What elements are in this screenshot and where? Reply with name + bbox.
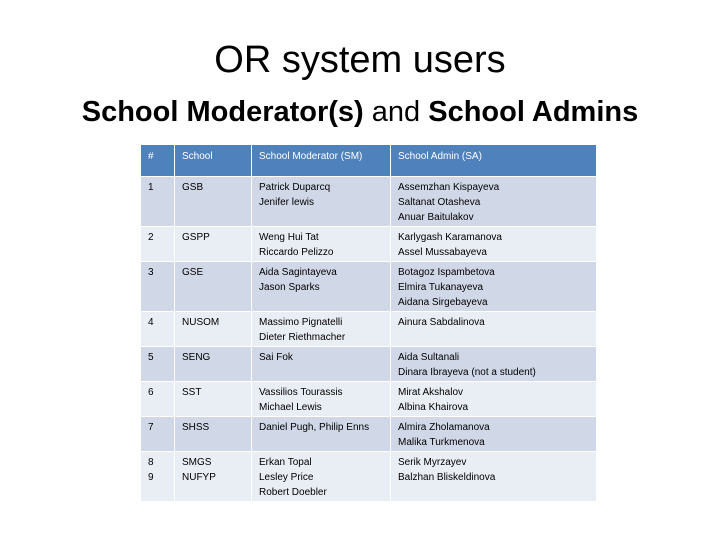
cell-number-line: 6	[148, 387, 154, 398]
cell-school	[175, 227, 252, 262]
users-table	[140, 144, 597, 502]
cell-moderators-line: Sai Fok	[259, 352, 293, 363]
table-row	[141, 227, 597, 262]
cell-admins-line: Mirat Akshalov	[398, 387, 464, 398]
cell-admins-line: Assel Mussabayeva	[398, 247, 487, 258]
cell-number	[141, 382, 175, 417]
cell-admins-line: Serik Myrzayev	[398, 457, 467, 468]
cell-moderators	[252, 347, 391, 382]
cell-moderators-line: Aida Sagintayeva	[259, 267, 337, 278]
cell-admins-line: Karlygash Karamanova	[398, 232, 502, 243]
subtitle-moderators: School Moderator(s)	[81, 96, 364, 128]
cell-number	[141, 312, 175, 347]
cell-admins	[391, 312, 597, 347]
cell-moderators-line: Massimo Pignatelli	[259, 317, 343, 328]
cell-moderators-line: Robert Doebler	[259, 487, 327, 498]
cell-school	[175, 262, 252, 312]
subtitle-admins: School Admins	[428, 96, 639, 128]
cell-moderators	[252, 452, 391, 502]
cell-admins	[391, 452, 597, 502]
header-admin: School Admin (SA)	[391, 145, 597, 177]
header-school: School	[175, 145, 252, 177]
cell-admins-line: Ainura Sabdalinova	[398, 317, 485, 328]
cell-moderators	[252, 177, 391, 227]
cell-school-line: NUSOM	[182, 317, 220, 328]
cell-number-line: 2	[148, 232, 154, 243]
cell-school-line: NUFYP	[182, 472, 216, 483]
table-row	[141, 417, 597, 452]
table-row	[141, 177, 597, 227]
cell-admins-line: Anuar Baitulakov	[398, 212, 474, 223]
cell-admins-line: Botagoz Ispambetova	[398, 267, 495, 278]
cell-number-line: 4	[148, 317, 154, 328]
slide-subtitle	[0, 94, 720, 130]
cell-admins-line: Aida Sultanali	[398, 352, 460, 363]
table-row	[141, 347, 597, 382]
cell-moderators	[252, 312, 391, 347]
cell-school	[175, 312, 252, 347]
table-header-row	[141, 145, 597, 177]
cell-number-line: 1	[148, 182, 154, 193]
header-moderator: School Moderator (SM)	[252, 145, 391, 177]
cell-admins-line: Elmira Tukanayeva	[398, 282, 484, 293]
subtitle-and: and	[371, 96, 421, 128]
cell-moderators-line: Riccardo Pelizzo	[259, 247, 334, 258]
cell-number-line: 9	[148, 472, 154, 483]
cell-school	[175, 382, 252, 417]
cell-admins-line: Albina Khairova	[398, 402, 469, 413]
cell-number	[141, 177, 175, 227]
cell-moderators	[252, 262, 391, 312]
cell-school	[175, 452, 252, 502]
table-row	[141, 262, 597, 312]
cell-school-line: GSE	[182, 267, 204, 278]
cell-number-line: 5	[148, 352, 154, 363]
cell-admins-line: Balzhan Bliskeldinova	[398, 472, 496, 483]
cell-school	[175, 417, 252, 452]
header-number: #	[141, 145, 175, 177]
cell-moderators-line: Lesley Price	[259, 472, 314, 483]
table-row	[141, 312, 597, 347]
users-table-container	[140, 144, 596, 502]
cell-admins-line: Malika Turkmenova	[398, 437, 485, 448]
cell-number-line: 7	[148, 422, 154, 433]
cell-admins-line: Assemzhan Kispayeva	[398, 182, 500, 193]
cell-school-line: SHSS	[182, 422, 210, 433]
cell-moderators-line: Patrick Duparcq	[259, 182, 331, 193]
cell-moderators-line: Daniel Pugh, Philip Enns	[259, 422, 370, 433]
table-row	[141, 382, 597, 417]
cell-number	[141, 227, 175, 262]
cell-school-line: SMGS	[182, 457, 212, 468]
cell-number	[141, 347, 175, 382]
cell-admins	[391, 227, 597, 262]
cell-admins-line: Aidana Sirgebayeva	[398, 297, 488, 308]
cell-moderators-line: Jason Sparks	[259, 282, 320, 293]
cell-number-line: 3	[148, 267, 154, 278]
cell-school-line: SST	[182, 387, 202, 398]
cell-moderators-line: Jenifer lewis	[259, 197, 315, 208]
cell-moderators	[252, 382, 391, 417]
cell-school	[175, 177, 252, 227]
cell-admins-line: Almira Zholamanova	[398, 422, 490, 433]
cell-moderators-line: Dieter Riethmacher	[259, 332, 346, 343]
cell-admins	[391, 347, 597, 382]
cell-school-line: GSPP	[182, 232, 210, 243]
cell-moderators-line: Erkan Topal	[259, 457, 312, 468]
cell-moderators-line: Weng Hui Tat	[259, 232, 319, 243]
cell-admins	[391, 262, 597, 312]
cell-number	[141, 262, 175, 312]
cell-admins	[391, 382, 597, 417]
cell-school-line: GSB	[182, 182, 204, 193]
cell-moderators-line: Vassilios Tourassis	[259, 387, 343, 398]
cell-admins	[391, 417, 597, 452]
cell-admins-line: Saltanat Otasheva	[398, 197, 481, 208]
cell-admins	[391, 177, 597, 227]
table-body	[141, 177, 597, 502]
cell-school-line: SENG	[182, 352, 211, 363]
cell-admins-line: Dinara Ibrayeva (not a student)	[398, 367, 536, 378]
cell-number-line: 8	[148, 457, 154, 468]
cell-school	[175, 347, 252, 382]
cell-moderators-line: Michael Lewis	[259, 402, 322, 413]
cell-number	[141, 417, 175, 452]
cell-moderators	[252, 417, 391, 452]
table-row	[141, 452, 597, 502]
cell-moderators	[252, 227, 391, 262]
slide-title: OR system users	[214, 39, 506, 81]
cell-number	[141, 452, 175, 502]
